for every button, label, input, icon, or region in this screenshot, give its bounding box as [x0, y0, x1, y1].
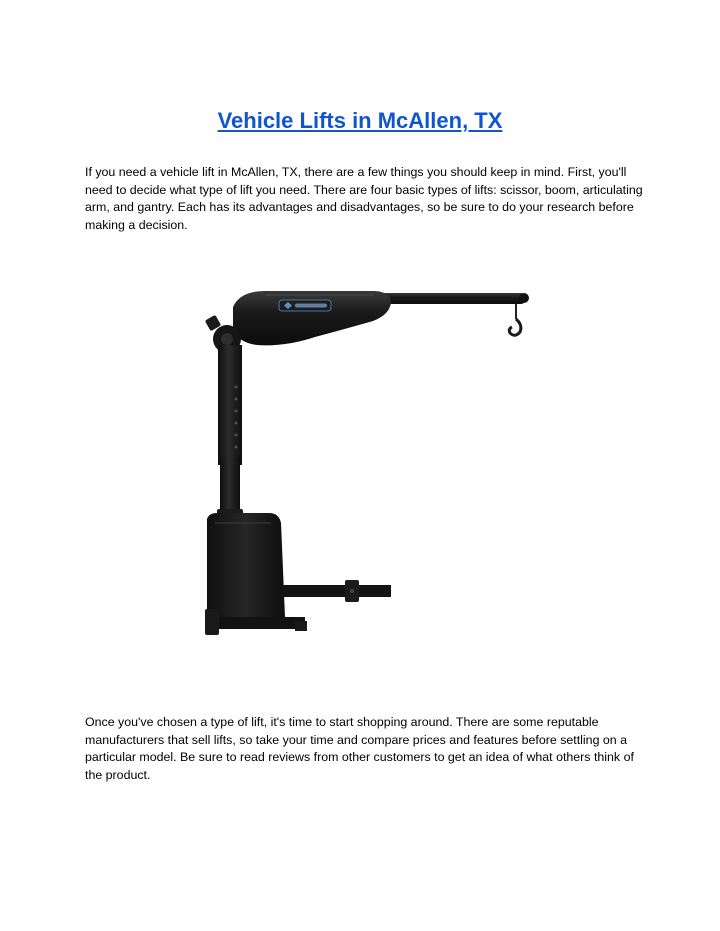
mast — [218, 345, 242, 465]
boom-bar — [375, 293, 525, 304]
base-housing — [207, 513, 285, 617]
page-title — [0, 108, 720, 134]
hook — [509, 319, 521, 335]
vehicle-lift-image — [195, 287, 535, 647]
intro-paragraph: If you need a vehicle lift in McAllen, TX, there are a few things you should keep in mind. First, you'll need to decide what type of lift you need. There are four basic types of lifts: scissor, boom, articulating arm, and gantry. Each has its advantages and disadvantages, so be sure to do your research before making a decision. — [85, 165, 643, 232]
title-link[interactable]: Vehicle Lifts in McAllen, TX — [217, 108, 503, 133]
receiver-bar — [281, 585, 391, 597]
shopping-paragraph: Once you've chosen a type of lift, it's time to start shopping around. There are some reputable manufacturers that sell lifts, so take your time and compare prices and features before settling on a particular model. Be sure to read reviews from other customers to get an idea of what others think of the product. — [85, 715, 634, 782]
boom-housing — [233, 291, 391, 345]
mount-foot — [205, 617, 305, 629]
